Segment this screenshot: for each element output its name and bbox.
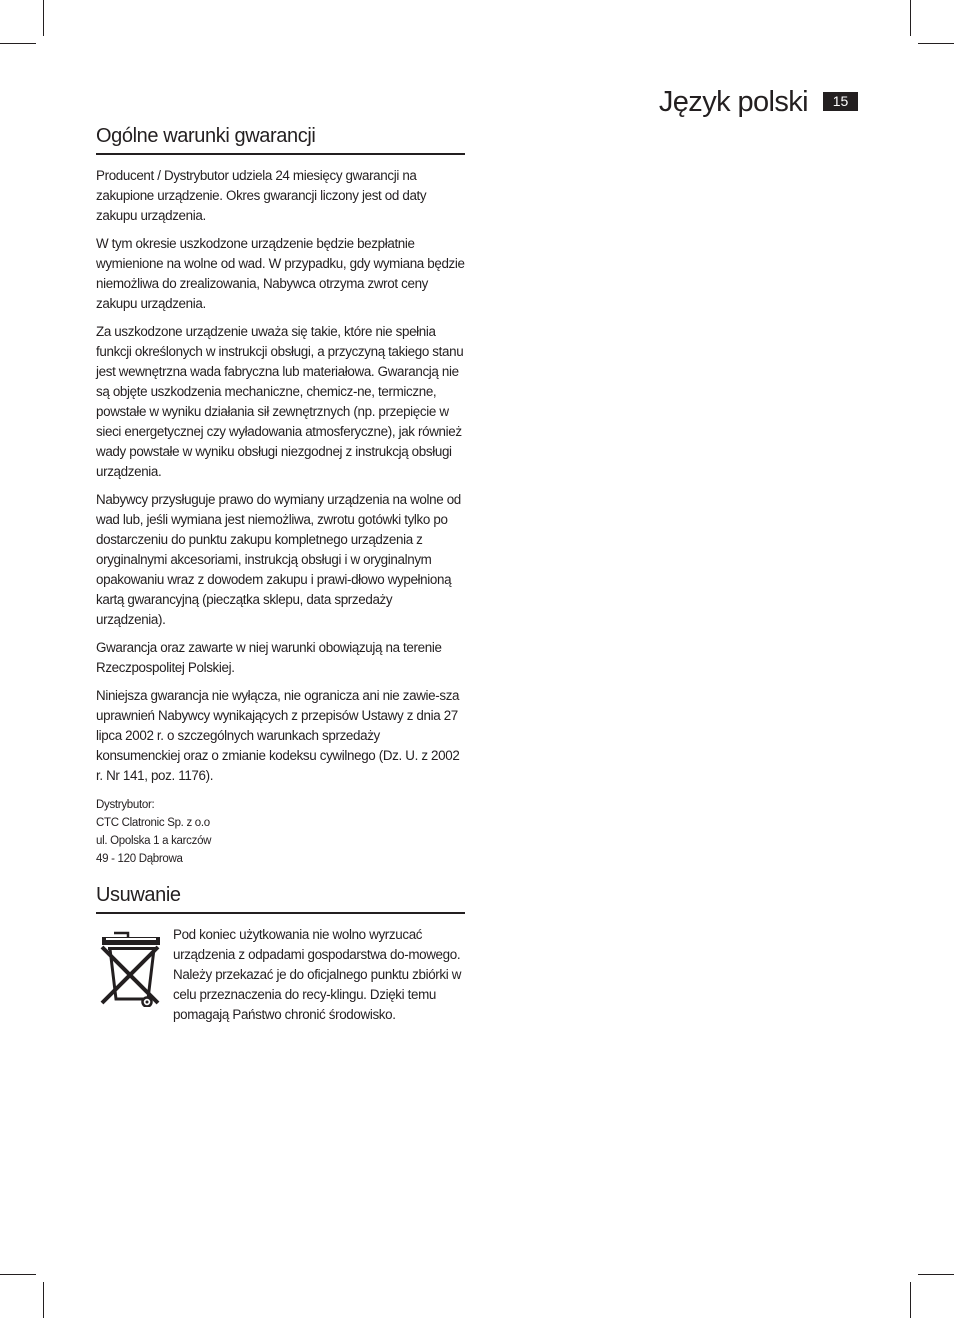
- warranty-paragraphs: [96, 166, 465, 786]
- distributor-address: [96, 796, 465, 868]
- warranty-paragraph: Producent / Dystrybutor udziela 24 miesięcy gwarancji na zakupione urządzenie. Okres gwarancji liczony jest od daty zakupu urządzenia.: [96, 168, 427, 223]
- crop-mark: [0, 1274, 36, 1275]
- crop-mark: [918, 43, 954, 44]
- disposal-text: Pod koniec użytkowania nie wolno wyrzucać urządzenia z odpadami gospodarstwa do-mowego. Należy przekazać je do oficjalnego punktu zbiórki w celu przeznaczenia do recy-klingu. Dzięki temu pomagają Państwo chronić środowisko.: [173, 927, 462, 1022]
- distributor-city: 49 - 120 Dąbrowa: [96, 853, 183, 865]
- warranty-paragraph: Gwarancja oraz zawarte w niej warunki obowiązują na terenie Rzeczpospolitej Polskiej.: [96, 640, 442, 675]
- warranty-section: [96, 123, 465, 868]
- disposal-section: [96, 882, 465, 1025]
- page-number-badge: 15: [823, 92, 858, 111]
- crop-mark: [43, 0, 44, 36]
- crop-mark: [0, 43, 36, 44]
- crossed-out-wheelie-bin-icon: [96, 925, 164, 1025]
- warranty-heading: Ogólne warunki gwarancji: [96, 123, 465, 155]
- distributor-street: ul. Opolska 1 a karczów: [96, 835, 212, 847]
- page-language-title: Język polski: [658, 86, 808, 118]
- crop-mark: [918, 1274, 954, 1275]
- warranty-paragraph: Nabywcy przysługuje prawo do wymiany urządzenia na wolne od wad lub, jeśli wymiana jest niemożliwa, zwrotu gotówki tylko po dostarczeniu do punktu zakupu kompletnego urządzenia z oryginalnymi akcesoriami, instrukcją obsługi i w oryginalnym opakowaniu wraz z dowodem zakupu i prawi-dłowo wypełnioną kartą gwarancyjną (pieczątka sklepu, data sprzedaży urządzenia).: [96, 492, 461, 627]
- distributor-company: CTC Clatronic Sp. z o.o: [96, 817, 210, 829]
- warranty-paragraph: Niniejsza gwarancja nie wyłącza, nie ogranicza ani nie zawie-sza uprawnień Nabywcy wynikających z przepisów Ustawy z dnia 27 lipca 2002 r. o szczególnych warunkach sprzedaży konsumenckiej oraz o zmianie kodeksu cywilnego (Dz. U. z 2002 r. Nr 141, poz. 1176).: [96, 688, 460, 783]
- crop-mark: [910, 0, 911, 36]
- warranty-paragraph: Za uszkodzone urządzenie uważa się takie, które nie spełnia funkcji określonych w instrukcji obsługi, a przyczyną takiego stanu jest wewnętrzna wada fabryczna lub materiałowa. Gwarancją nie są objęte uszkodzenia mechaniczne, chemicz-ne, termiczne, powstałe w wyniku działania sił zewnętrznych (np. przepięcie w sieci energetycznej czy wyładowania atmosferyczne), jak również wady powstałe w wyniku obsługi niezgodnej z instrukcją obsługi urządzenia.: [96, 324, 464, 479]
- crop-mark: [910, 1282, 911, 1318]
- disposal-heading: Usuwanie: [96, 882, 465, 914]
- disposal-row: [96, 925, 465, 1025]
- crop-mark: [43, 1282, 44, 1318]
- warranty-paragraph: W tym okresie uszkodzone urządzenie będzie bezpłatnie wymienione na wolne od wad. W przypadku, gdy wymiana będzie niemożliwa do zrealizowania, Nabywca otrzyma zwrot ceny zakupu urządzenia.: [96, 236, 465, 311]
- distributor-label: Dystrybutor:: [96, 799, 155, 811]
